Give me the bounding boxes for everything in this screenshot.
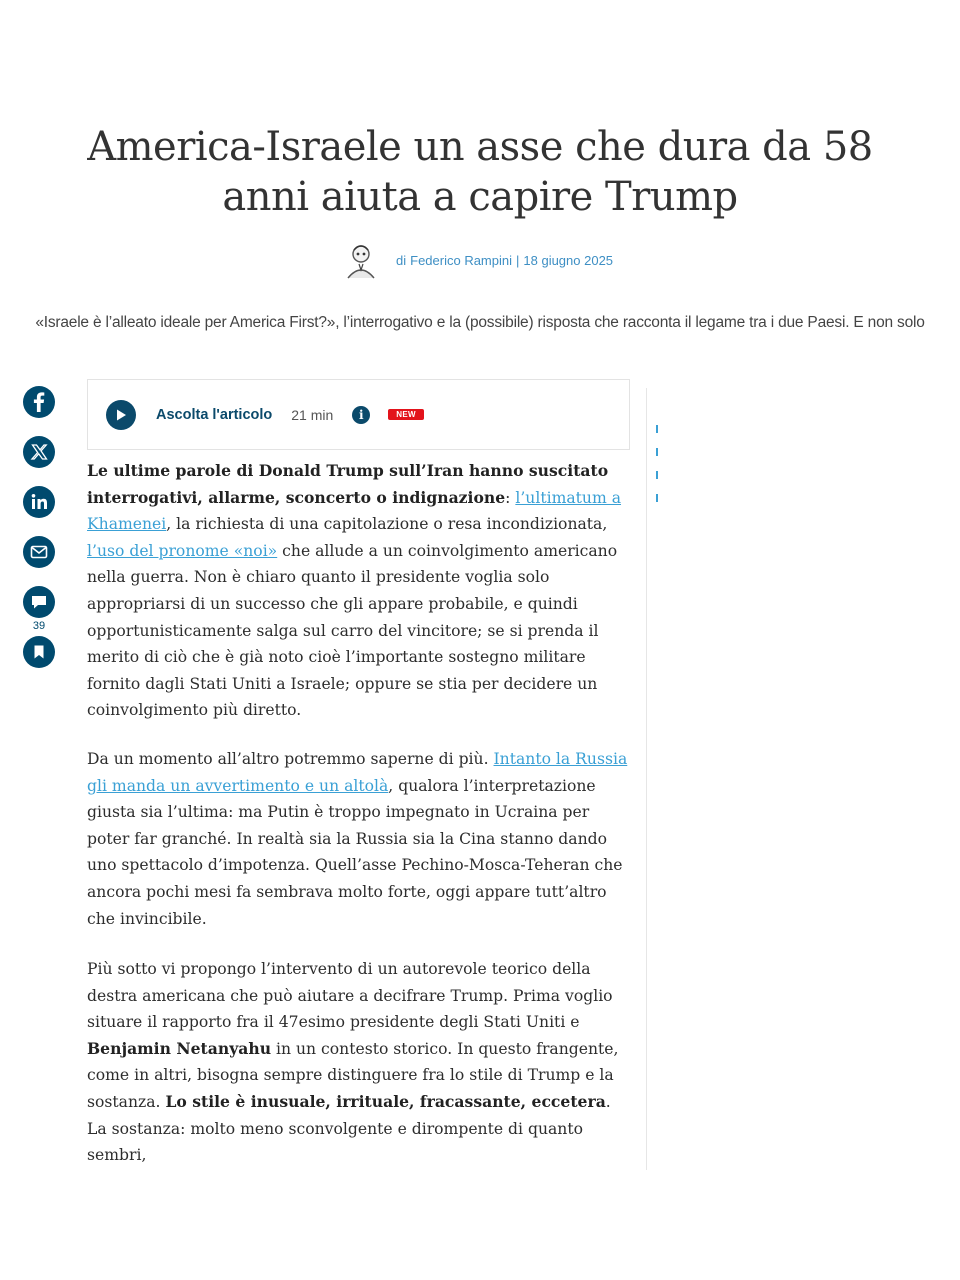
text-span: Più sotto vi propongo l’intervento di un autorevole teorico della destra americana che può aiutare a decifrare Trump. Prima voglio situare il rapporto fra il 47esimo presidente degli Stati Uniti e <box>87 960 613 1032</box>
author-link[interactable]: Federico Rampini <box>410 252 512 268</box>
text-span: : <box>505 488 516 507</box>
article-title: America-Israele un asse che dura da 58 anni aiuta a capire Trump <box>87 124 873 220</box>
sidebar-marks <box>656 425 662 517</box>
new-badge: NEW <box>388 409 424 420</box>
author-prefix: di <box>396 252 407 268</box>
publish-date: 18 giugno 2025 <box>523 252 614 268</box>
sidebar-mark <box>656 494 658 502</box>
paragraph-3 <box>87 956 635 1169</box>
audio-duration: 21 min <box>291 406 334 423</box>
text-span: in un contesto storico. In questo frangente, come in altri, bisogna sempre distinguere fra lo stile di Trump e la sostanza. <box>87 1039 619 1112</box>
bold-netanyahu: Benjamin Netanyahu <box>87 1038 272 1058</box>
text-span: Da un momento all’altro potremmo saperne di più. <box>87 749 494 768</box>
info-icon[interactable]: i <box>352 406 370 424</box>
play-button[interactable] <box>106 400 136 430</box>
bold-stile: Lo stile è inusuale, irrituale, fracassante, eccetera <box>165 1092 606 1112</box>
sidebar-mark <box>656 448 658 456</box>
share-bar <box>23 386 55 686</box>
article-body <box>87 458 635 1191</box>
column-divider <box>646 388 647 1170</box>
linkedin-icon[interactable] <box>23 486 55 518</box>
comment-count[interactable]: 39 <box>32 620 46 632</box>
sidebar-mark <box>656 471 658 479</box>
byline-separator: | <box>516 252 520 268</box>
link-ultimatum[interactable]: l’ultimatum a Khamenei <box>87 488 622 534</box>
byline <box>340 240 613 280</box>
listen-article-link[interactable]: Ascolta l'articolo <box>156 406 273 423</box>
article-summary: «Israele è l’alleato ideale per America First?», l’interrogativo e la (possibile) risposta che racconta il legame tra i due Paesi. E non solo <box>35 314 925 331</box>
link-russia[interactable]: Intanto la Russia gli manda un avvertimento e un altolà <box>87 749 628 795</box>
sidebar-mark <box>656 425 658 433</box>
paragraph-2 <box>87 746 635 932</box>
text-span: , qualora l’interpretazione giusta sia l’ultima: ma Putin è troppo impegnato in Ucraina per poter far granché. In realtà sia la Russia sia la Cina stanno dando uno spettacolo d’impotenza. Quell’asse Pechino-Mosca-Teheran che ancora pochi mesi fa sembrava molto forte, oggi appare tutt’altro che invincibile. <box>87 776 623 928</box>
comment-icon[interactable] <box>23 586 55 618</box>
bookmark-icon[interactable] <box>23 636 55 668</box>
lead-bold: Le ultime parole di Donald Trump sull’Iran hanno suscitato interrogativi, allarme, sconcerto o indignazione <box>87 461 609 507</box>
text-span: che allude a un coinvolgimento americano nella guerra. Non è chiaro quanto il presidente voglia solo appropriarsi di un successo che gli appare probabile, e quindi opportunisticamente salga sul carro del vincitore; se si prenda il merito di ciò che è già noto cioè l’importante sostegno militare fornito dagli Stati Uniti a Israele; oppure se stia per decidere un coinvolgimento più diretto. <box>87 541 618 720</box>
play-icon <box>114 408 128 422</box>
text-span: . La sostanza: molto meno sconvolgente e dirompente di quanto sembri, <box>87 1093 611 1165</box>
email-icon[interactable] <box>23 536 55 568</box>
text-span: , la richiesta di una capitolazione o resa incondizionata, <box>166 515 608 534</box>
author-avatar[interactable] <box>340 240 382 280</box>
x-icon[interactable] <box>23 436 55 468</box>
audio-player <box>87 379 630 450</box>
facebook-icon[interactable] <box>23 386 55 418</box>
paragraph-1 <box>87 458 635 724</box>
link-pronome-noi[interactable]: l’uso del pronome «noi» <box>87 541 278 560</box>
